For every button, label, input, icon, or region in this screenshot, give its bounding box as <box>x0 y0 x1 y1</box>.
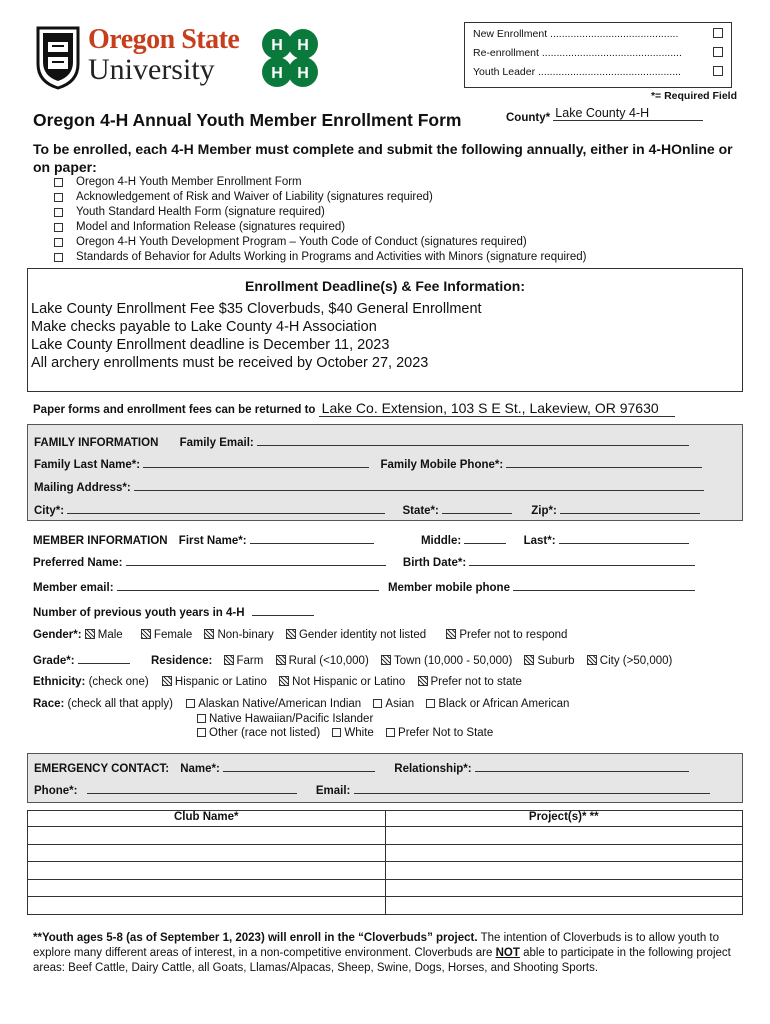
race-white-checkbox[interactable] <box>332 728 341 737</box>
city-label: City*: <box>34 505 65 517</box>
checklist-item <box>54 190 587 205</box>
family-info-section <box>27 424 743 521</box>
gender-row <box>33 629 576 641</box>
footnote-not: NOT <box>495 947 520 959</box>
svg-text:H: H <box>271 65 283 82</box>
svg-text:H: H <box>271 37 283 54</box>
race-alaskan-checkbox[interactable] <box>186 699 195 708</box>
checklist-item <box>54 220 587 235</box>
member-section-title: MEMBER INFORMATION <box>33 535 168 547</box>
checklist-checkbox[interactable] <box>54 208 63 217</box>
previous-years-input[interactable] <box>252 605 314 616</box>
deadline-fee-box <box>27 268 743 392</box>
checklist-item <box>54 235 587 250</box>
deadline-line: Lake County Enrollment deadline is December 11, 2023 <box>31 337 390 353</box>
4h-clover-logo <box>255 24 325 94</box>
family-email-input[interactable] <box>257 435 689 446</box>
residence-label: Residence: <box>150 655 213 667</box>
ethnicity-option-label: Prefer not to state <box>430 676 522 688</box>
family-row-2 <box>34 457 702 471</box>
table-header-row <box>28 811 743 827</box>
gender-female-checkbox[interactable] <box>141 629 151 639</box>
club-name-cell[interactable] <box>28 897 386 915</box>
previous-years-label: Number of previous youth years in 4-H <box>33 607 245 619</box>
last-name-input[interactable] <box>559 533 689 544</box>
family-row-3 <box>34 480 704 494</box>
return-address-input[interactable]: Lake Co. Extension, 103 S E St., Lakeview, OR 97630 <box>319 400 675 417</box>
osu-wordmark <box>88 26 239 85</box>
race-row-3 <box>197 727 493 739</box>
deadline-line: Make checks payable to Lake County 4-H Association <box>31 319 377 335</box>
enrollment-re-label: Re-enrollment ................................................ <box>473 47 682 59</box>
requirements-checklist <box>54 175 587 265</box>
enrollment-leader-row[interactable] <box>473 66 723 85</box>
emergency-contact-section <box>27 753 743 803</box>
osu-wordmark-line2: University <box>88 53 215 86</box>
residence-option-label: City (>50,000) <box>599 655 673 667</box>
gender-option-label: Gender identity not listed <box>298 629 427 641</box>
footnote-bold: **Youth ages 5-8 (as of September 1, 2023) will enroll in the “Cloverbuds” project. <box>33 932 478 944</box>
race-black-checkbox[interactable] <box>426 699 435 708</box>
race-label: Race: <box>33 698 65 710</box>
residence-town-checkbox[interactable] <box>381 655 391 665</box>
checklist-label: Standards of Behavior for Adults Working in Programs and Activities with Minors (signature required) <box>76 251 587 263</box>
residence-option-label: Town (10,000 - 50,000) <box>394 655 513 667</box>
enrollment-new-row[interactable] <box>473 28 723 47</box>
gender-male-checkbox[interactable] <box>85 629 95 639</box>
enrollment-new-label: New Enrollment ............................................ <box>473 28 679 40</box>
race-row-2 <box>197 713 373 725</box>
race-prefer-not-checkbox[interactable] <box>386 728 395 737</box>
middle-name-label: Middle: <box>420 535 462 547</box>
race-asian-checkbox[interactable] <box>373 699 382 708</box>
checklist-item <box>54 175 587 190</box>
member-mobile-label: Member mobile phone <box>387 582 510 594</box>
gender-option-label: Female <box>153 629 193 641</box>
checklist-checkbox[interactable] <box>54 253 63 262</box>
table-row <box>28 844 743 862</box>
checklist-label: Oregon 4-H Youth Development Program – Youth Code of Conduct (signatures required) <box>76 236 527 248</box>
enrollment-leader-checkbox[interactable] <box>713 66 723 76</box>
race-other-checkbox[interactable] <box>197 728 206 737</box>
preferred-name-input[interactable] <box>126 555 386 566</box>
family-row-4 <box>34 503 700 517</box>
gender-prefer-not-checkbox[interactable] <box>446 629 456 639</box>
family-last-name-input[interactable] <box>143 457 369 468</box>
checklist-checkbox[interactable] <box>54 178 63 187</box>
deadline-title: Enrollment Deadline(s) & Fee Information: <box>244 278 526 294</box>
emergency-email-input[interactable] <box>354 783 710 794</box>
ethnicity-note: (check one) <box>88 676 149 688</box>
birth-date-label: Birth Date*: <box>402 557 467 569</box>
ethnicity-option-label: Not Hispanic or Latino <box>292 676 406 688</box>
race-option-label: Native Hawaiian/Pacific Islander <box>209 713 374 725</box>
emergency-relationship-label: Relationship*: <box>394 763 472 775</box>
required-field-note: *= Required Field <box>650 90 737 102</box>
emergency-relationship-input[interactable] <box>475 761 689 772</box>
grade-residence-row <box>33 653 672 667</box>
enrollment-re-row[interactable] <box>473 47 723 66</box>
club-name-cell[interactable] <box>28 862 386 880</box>
race-option-label: Asian <box>385 698 415 710</box>
table-row <box>28 897 743 915</box>
enrollment-leader-label: Youth Leader ................................................. <box>473 66 681 78</box>
ethnicity-not-hispanic-checkbox[interactable] <box>279 676 289 686</box>
race-option-label: Prefer Not to State <box>398 727 494 739</box>
residence-option-label: Farm <box>236 655 264 667</box>
intro-text: To be enrolled, each 4-H Member must complete and submit the following annually, either in 4-HOnline or on paper: <box>33 141 733 175</box>
footnote-text-1: The intention of Cloverbuds is to allow youth to explore many different areas of interest, in a non-competitive environment. Cloverbuds are <box>33 932 720 959</box>
middle-name-input[interactable] <box>464 533 506 544</box>
emergency-row-1 <box>34 761 689 775</box>
county-label: County* <box>506 112 551 124</box>
osu-wordmark-line1: Oregon State <box>88 24 240 55</box>
club-project-table <box>27 810 743 915</box>
first-name-input[interactable] <box>250 533 374 544</box>
birth-date-input[interactable] <box>469 555 695 566</box>
checklist-checkbox[interactable] <box>54 193 63 202</box>
club-name-cell[interactable] <box>28 827 386 845</box>
projects-cell[interactable] <box>385 827 743 845</box>
checklist-label: Model and Information Release (signatures required) <box>76 221 346 233</box>
family-mobile-input[interactable] <box>506 457 702 468</box>
cloverbuds-footnote <box>33 931 733 976</box>
family-row-1 <box>34 435 689 449</box>
emergency-name-input[interactable] <box>223 761 375 772</box>
residence-city-checkbox[interactable] <box>587 655 597 665</box>
state-input[interactable] <box>442 503 512 514</box>
race-row-1 <box>33 698 569 710</box>
deadline-line: All archery enrollments must be received by October 27, 2023 <box>31 355 429 371</box>
emergency-name-label: Name*: <box>180 763 220 775</box>
last-name-label: Last*: <box>523 535 556 547</box>
residence-suburb-checkbox[interactable] <box>524 655 534 665</box>
member-row-preferred <box>33 555 695 569</box>
page-title: Oregon 4-H Annual Youth Member Enrollment Form <box>33 110 462 130</box>
gender-nonbinary-checkbox[interactable] <box>204 629 214 639</box>
family-mobile-label: Family Mobile Phone*: <box>380 459 504 471</box>
checklist-label: Oregon 4-H Youth Member Enrollment Form <box>76 176 302 188</box>
club-name-cell[interactable] <box>28 844 386 862</box>
family-last-name-label: Family Last Name*: <box>34 459 141 471</box>
gender-option-label: Non-binary <box>217 629 274 641</box>
enrollment-re-checkbox[interactable] <box>713 47 723 57</box>
member-mobile-input[interactable] <box>513 580 695 591</box>
projects-header: Project(s)* ** <box>385 811 743 827</box>
enrollment-type-box <box>464 22 732 88</box>
checklist-item <box>54 205 587 220</box>
gender-label: Gender*: <box>33 629 82 641</box>
member-row-contact <box>33 580 695 594</box>
city-input[interactable] <box>67 503 385 514</box>
residence-option-label: Rural (<10,000) <box>288 655 369 667</box>
zip-input[interactable] <box>560 503 700 514</box>
mailing-address-label: Mailing Address*: <box>34 482 131 494</box>
deadline-line: Lake County Enrollment Fee $35 Cloverbuds, $40 General Enrollment <box>31 301 482 317</box>
race-option-label: Black or African American <box>438 698 570 710</box>
projects-cell[interactable] <box>385 897 743 915</box>
emergency-row-2 <box>34 783 710 797</box>
residence-rural-checkbox[interactable] <box>276 655 286 665</box>
table-row <box>28 827 743 845</box>
svg-text:H: H <box>297 37 309 54</box>
preferred-name-label: Preferred Name: <box>33 557 123 569</box>
checklist-label: Acknowledgement of Risk and Waiver of Liability (signatures required) <box>76 191 433 203</box>
ethnicity-label: Ethnicity: <box>33 676 86 688</box>
county-input[interactable]: Lake County 4-H <box>553 106 703 121</box>
gender-not-listed-checkbox[interactable] <box>286 629 296 639</box>
ethnicity-option-label: Hispanic or Latino <box>174 676 267 688</box>
projects-cell[interactable] <box>385 879 743 897</box>
emergency-email-label: Email: <box>315 785 351 797</box>
residence-farm-checkbox[interactable] <box>224 655 234 665</box>
mailing-address-input[interactable] <box>134 480 704 491</box>
emergency-phone-label: Phone*: <box>34 785 78 797</box>
checklist-checkbox[interactable] <box>54 223 63 232</box>
member-email-label: Member email: <box>33 582 114 594</box>
projects-cell[interactable] <box>385 844 743 862</box>
club-name-header: Club Name* <box>28 811 386 827</box>
grade-input[interactable] <box>78 653 130 664</box>
table-row <box>28 862 743 880</box>
first-name-label: First Name*: <box>178 535 247 547</box>
race-hawaiian-checkbox[interactable] <box>197 714 206 723</box>
member-email-input[interactable] <box>117 580 379 591</box>
state-label: State*: <box>402 505 439 517</box>
checklist-checkbox[interactable] <box>54 238 63 247</box>
checklist-item <box>54 250 587 265</box>
zip-label: Zip*: <box>531 505 557 517</box>
residence-option-label: Suburb <box>537 655 575 667</box>
family-section-title: FAMILY INFORMATION <box>34 437 159 449</box>
osu-seal-logo <box>34 24 82 90</box>
deadline-details <box>28 300 742 372</box>
grade-label: Grade*: <box>33 655 75 667</box>
gender-option-label: Male <box>97 629 123 641</box>
enrollment-new-checkbox[interactable] <box>713 28 723 38</box>
return-address-row <box>33 400 733 417</box>
ethnicity-row <box>33 676 522 688</box>
emergency-phone-input[interactable] <box>87 783 297 794</box>
projects-cell[interactable] <box>385 862 743 880</box>
race-option-label: Alaskan Native/American Indian <box>198 698 362 710</box>
member-row-years <box>33 605 314 619</box>
footnote-text-2: able to participate in the following project areas: Beef Cattle, Dairy Cattle, all Goats, Llamas/Alpacas, Sheep, Swine, Dogs, Horses, and Shooting Sports. <box>33 947 731 974</box>
ethnicity-prefer-not-checkbox[interactable] <box>418 676 428 686</box>
member-info-section <box>27 527 743 748</box>
club-name-cell[interactable] <box>28 879 386 897</box>
return-address-label: Paper forms and enrollment fees can be returned to <box>33 404 316 416</box>
ethnicity-hispanic-checkbox[interactable] <box>162 676 172 686</box>
race-option-label: White <box>344 727 374 739</box>
gender-option-label: Prefer not to respond <box>459 629 568 641</box>
checklist-label: Youth Standard Health Form (signature required) <box>76 206 325 218</box>
emergency-section-title: EMERGENCY CONTACT: <box>34 763 170 775</box>
svg-text:H: H <box>297 65 309 82</box>
race-note: (check all that apply) <box>67 698 173 710</box>
table-row <box>28 879 743 897</box>
county-field <box>506 106 703 125</box>
race-option-label: Other (race not listed) <box>209 727 321 739</box>
member-row-name <box>33 533 689 547</box>
family-email-label: Family Email: <box>179 437 254 449</box>
